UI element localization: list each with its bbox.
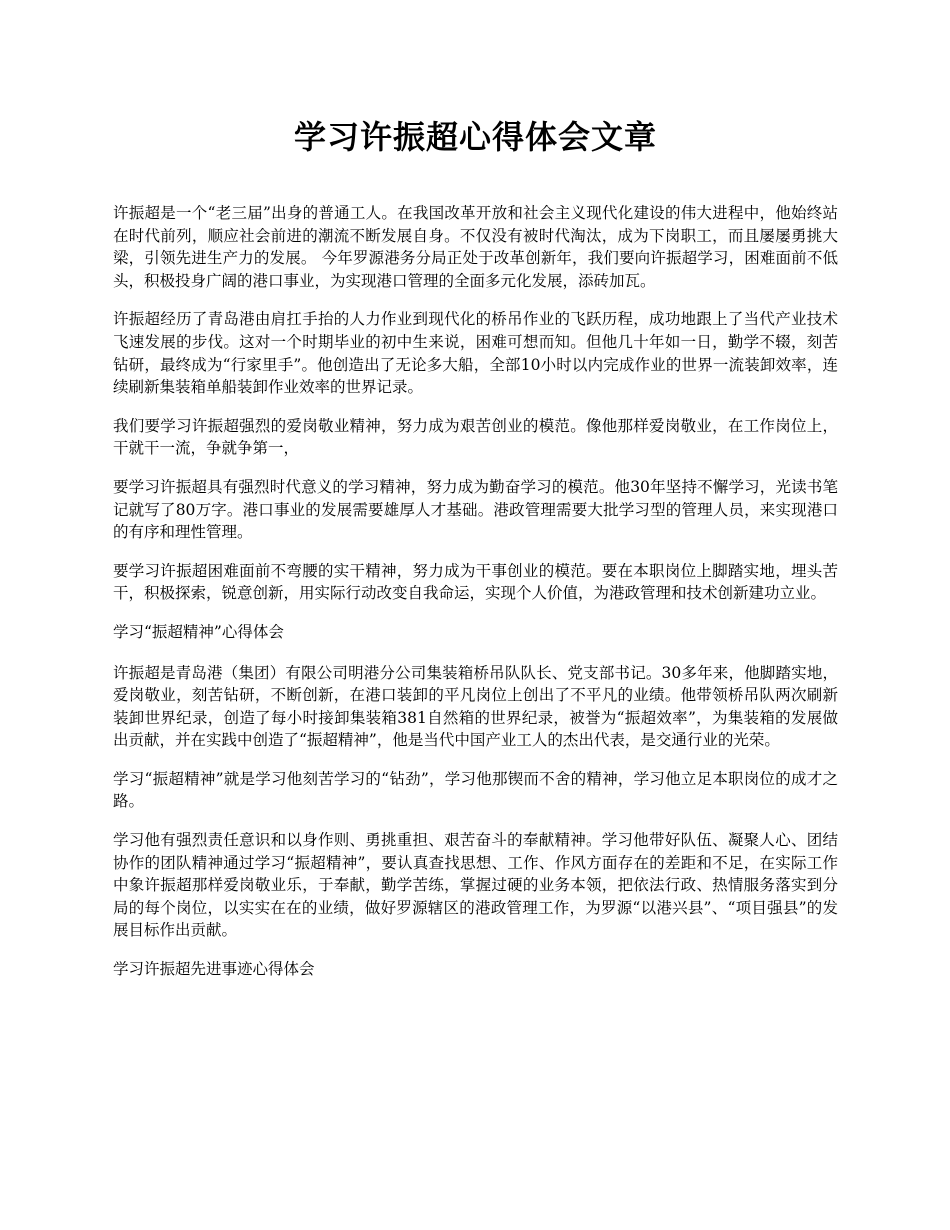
paragraph-profile: 许振超是青岛港（集团）有限公司明港分公司集装箱桥吊队队长、党支部书记。30多年来，他脚踏实地，爱岗敬业，刻苦钻研，不断创新，在港口装卸的平凡岗位上创出了不平凡的业绩。他带领桥吊队两次刷新装卸世界纪录，创造了每小时接卸集装箱381自然箱的世界纪录，被誉为“振超效率”，为集装箱的发展做出贡献，并在实践中创造了“振超精神”，他是当代中国产业工人的杰出代表，是交通行业的光荣。 xyxy=(113,663,838,750)
section-heading-spirit: 学习“振超精神”心得体会 xyxy=(113,622,284,641)
paragraph-dedication: 我们要学习许振超强烈的爱岗敬业精神，努力成为艰苦创业的模范。像他那样爱岗敬业，在工作岗位上，干就干一流，争就争第一， xyxy=(113,416,838,458)
paragraph-hardwork: 要学习许振超困难面前不弯腰的实干精神，努力成为干事创业的模范。要在本职岗位上脚踏实地，埋头苦干，积极探索，锐意创新，用实际行动改变自我命运，实现个人价值，为港政管理和技术创新建功立业。 xyxy=(113,561,838,603)
paragraph-intro: 许振超是一个“老三届”出身的普通工人。在我国改革开放和社会主义现代化建设的伟大进程中，他始终站在时代前列，顺应社会前进的潮流不断发展自身。不仅没有被时代淘汰，成为下岗职工，而且屡屡勇挑大梁，引领先进生产力的发展。 今年罗源港务分局正处于改革创新年，我们要向许振超学习，困难面前不低头，积极投身广阔的港口事业，为实现港口管理的全面多元化发展，添砖加瓦。 xyxy=(113,204,838,290)
paragraph-study-spirit: 学习“振超精神”就是学习他刻苦学习的“钻劲”，学习他那锲而不舍的精神，学习他立足本职岗位的成才之路。 xyxy=(113,769,838,811)
paragraph-career: 许振超经历了青岛港由肩扛手抬的人力作业到现代化的桥吊作业的飞跃历程，成功地跟上了当代产业技术飞速发展的步伐。这对一个时期毕业的初中生来说，困难可想而知。但他几十年如一日，勤学不辍，刻苦钻研，最终成为“行家里手”。他创造出了无论多大船，全部10小时以内完成作业的世界一流装卸效率，连续刷新集装箱单船装卸作业效率的世界记录。 xyxy=(113,310,838,397)
document-title: 学习许振超心得体会文章 xyxy=(293,118,657,156)
paragraph-learning: 要学习许振超具有强烈时代意义的学习精神，努力成为勤奋学习的模范。他30年坚持不懈学习，光读书笔记就写了80万字。港口事业的发展需要雄厚人才基础。港政管理需要大批学习型的管理人员，来实现港口的有序和理性管理。 xyxy=(113,477,838,542)
paragraph-responsibility: 学习他有强烈责任意识和以身作则、勇挑重担、艰苦奋斗的奉献精神。学习他带好队伍、凝聚人心、团结协作的团队精神通过学习“振超精神”，要认真查找思想、工作、作风方面存在的差距和不足，在实际工作中象许振超那样爱岗敬业乐，于奉献，勤学苦练，掌握过硬的业务本领，把依法行政、热情服务落实到分局的每个岗位，以实实在在的业绩，做好罗源辖区的港政管理工作，为罗源“以港兴县”、“项目强县”的发展目标作出贡献。 xyxy=(113,831,838,940)
section-heading-deeds: 学习许振超先进事迹心得体会 xyxy=(113,960,315,979)
